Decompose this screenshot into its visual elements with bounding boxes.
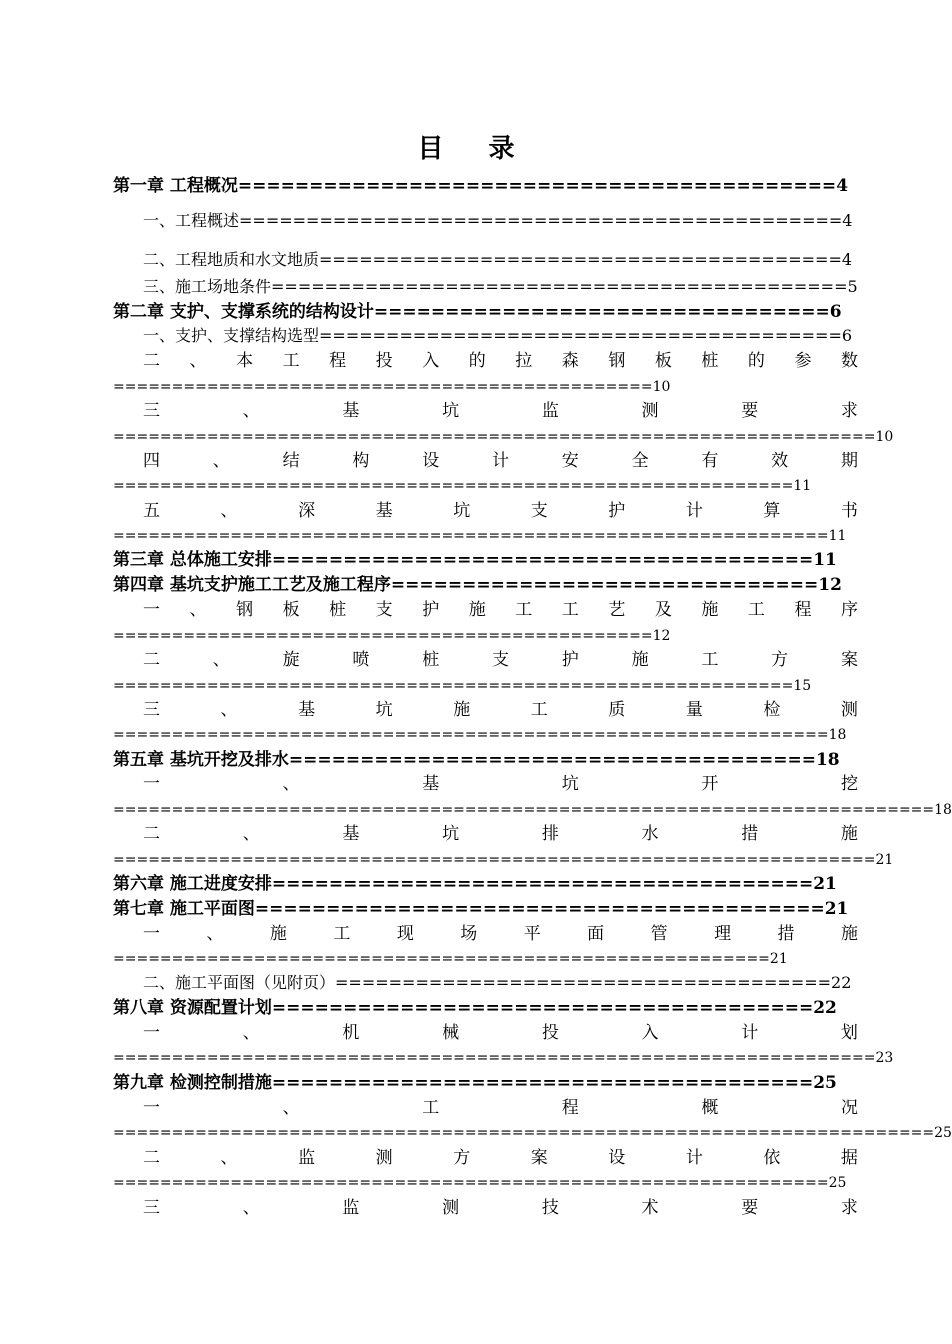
toc-entry-char: 坑 bbox=[375, 700, 393, 720]
toc-page-number: 18 bbox=[815, 750, 840, 770]
toc-entry-char: 深 bbox=[298, 501, 316, 521]
toc-leader: ======================================= bbox=[319, 250, 842, 269]
toc-entry-char: 施 bbox=[453, 700, 471, 720]
toc-section-5-2[interactable] bbox=[143, 822, 858, 846]
toc-entry-char: 案 bbox=[530, 1148, 548, 1168]
toc-entry-char: 划 bbox=[840, 1023, 858, 1043]
toc-page-number: 12 bbox=[818, 575, 842, 595]
toc-entry-char: 算 bbox=[763, 501, 781, 521]
toc-chapter-4[interactable] bbox=[113, 573, 853, 597]
toc-entry-char: 概 bbox=[701, 1098, 719, 1118]
toc-entry-label: 第四章 基坑支护施工工艺及施工程序 bbox=[113, 575, 391, 595]
toc-entry-char: 技 bbox=[541, 1198, 559, 1218]
toc-section-7-1-cont bbox=[113, 947, 788, 971]
toc-section-4-1-cont bbox=[113, 624, 670, 648]
toc-entry-char: 二 bbox=[143, 1148, 160, 1168]
toc-entry-char: 工 bbox=[515, 600, 533, 620]
toc-entry-char: 一 bbox=[143, 1023, 160, 1043]
toc-entry-char: 、 bbox=[220, 501, 238, 521]
toc-page-number: 12 bbox=[652, 628, 671, 644]
toc-section-7-2[interactable] bbox=[143, 971, 858, 995]
toc-section-5-2-cont bbox=[113, 848, 893, 872]
toc-leader: ================================================================= bbox=[113, 429, 876, 445]
toc-page-number: 11 bbox=[793, 478, 812, 494]
toc-entry-char: 面 bbox=[587, 924, 605, 944]
toc-leader: ===================================== bbox=[335, 973, 832, 992]
toc-section-2-5-cont bbox=[113, 524, 846, 548]
toc-entry-label: 一、工程概述 bbox=[143, 211, 240, 230]
toc-entry-char: 一 bbox=[143, 1098, 160, 1118]
toc-entry-char: 序 bbox=[840, 600, 858, 620]
toc-page-number: 21 bbox=[769, 951, 788, 967]
toc-leader: ============================================== bbox=[113, 628, 653, 644]
toc-entry-char: 水 bbox=[641, 824, 659, 844]
toc-entry-char: 入 bbox=[641, 1023, 659, 1043]
toc-entry-char: 计 bbox=[685, 501, 703, 521]
toc-section-5-1-cont bbox=[113, 798, 952, 822]
toc-entry-char: 书 bbox=[840, 501, 858, 521]
toc-entry-char: 旋 bbox=[282, 650, 300, 670]
toc-entry-char: 参 bbox=[794, 351, 812, 371]
toc-entry-char: 的 bbox=[468, 351, 486, 371]
toc-leader: ============================================================= bbox=[113, 1175, 829, 1191]
toc-entry-char: 喷 bbox=[352, 650, 370, 670]
toc-entry-char: 开 bbox=[701, 774, 719, 794]
toc-entry-label: 第五章 基坑开挖及排水 bbox=[113, 750, 289, 770]
toc-leader: ================================================================= bbox=[113, 1050, 876, 1066]
toc-entry-char: 措 bbox=[777, 924, 795, 944]
toc-section-7-1[interactable] bbox=[143, 922, 858, 946]
toc-entry-char: 施 bbox=[701, 600, 719, 620]
toc-entry-char: 机 bbox=[342, 1023, 360, 1043]
toc-entry-char: 三 bbox=[143, 700, 160, 720]
toc-page-number: 23 bbox=[875, 1050, 894, 1066]
toc-section-4-1[interactable] bbox=[143, 598, 858, 622]
toc-entry-char: 工 bbox=[561, 600, 579, 620]
toc-entry-char: 设 bbox=[608, 1148, 626, 1168]
toc-entry-char: 测 bbox=[375, 1148, 393, 1168]
toc-entry-char: 测 bbox=[840, 700, 858, 720]
toc-chapter-5[interactable] bbox=[113, 748, 853, 772]
toc-section-8-1-cont bbox=[113, 1046, 893, 1070]
toc-leader: ============================================= bbox=[239, 211, 843, 230]
toc-entry-char: 计 bbox=[491, 451, 509, 471]
toc-entry-char: 二 bbox=[143, 351, 160, 371]
toc-entry-char: 据 bbox=[840, 1148, 858, 1168]
toc-entry-char: 坑 bbox=[561, 774, 579, 794]
toc-entry-char: 程 bbox=[794, 600, 812, 620]
toc-section-9-3[interactable] bbox=[143, 1196, 858, 1220]
toc-entry-char: 全 bbox=[631, 451, 649, 471]
toc-section-4-3[interactable] bbox=[143, 698, 858, 722]
toc-entry-label: 第二章 支护、支撑系统的结构设计 bbox=[113, 302, 374, 322]
toc-entry-char: 管 bbox=[650, 924, 668, 944]
toc-entry-char: 工 bbox=[282, 351, 300, 371]
toc-chapter-3[interactable] bbox=[113, 548, 853, 572]
toc-page-number: 25 bbox=[813, 1073, 837, 1093]
toc-entry-char: 支 bbox=[375, 600, 393, 620]
toc-leader: ========================================================== bbox=[113, 678, 794, 694]
toc-leader: ============================================================= bbox=[113, 528, 829, 544]
toc-chapter-9[interactable] bbox=[113, 1071, 853, 1095]
toc-page-number: 18 bbox=[934, 802, 952, 818]
toc-entry-char: 、 bbox=[242, 824, 260, 844]
toc-entry-char: 施 bbox=[840, 824, 858, 844]
toc-entry-char: 检 bbox=[763, 700, 781, 720]
toc-entry-char: 拉 bbox=[515, 351, 533, 371]
toc-entry-char: 依 bbox=[763, 1148, 781, 1168]
toc-section-2-3-cont bbox=[113, 425, 893, 449]
toc-entry-char: 二 bbox=[143, 650, 160, 670]
toc-entry-char: 工 bbox=[422, 1098, 440, 1118]
toc-entry-char: 基 bbox=[342, 824, 360, 844]
toc-page-number: 18 bbox=[828, 727, 847, 743]
toc-entry-char: 期 bbox=[840, 451, 858, 471]
toc-entry-char: 护 bbox=[561, 650, 579, 670]
toc-entry-char: 、 bbox=[189, 600, 207, 620]
toc-entry-char: 板 bbox=[654, 351, 672, 371]
toc-page-number: 25 bbox=[934, 1125, 952, 1141]
toc-entry-char: 护 bbox=[422, 600, 440, 620]
toc-entry-label: 二、工程地质和水文地质 bbox=[143, 250, 320, 269]
toc-entry-char: 工 bbox=[530, 700, 548, 720]
toc-title: 目 录 bbox=[417, 134, 533, 164]
toc-page-number: 6 bbox=[829, 302, 842, 322]
toc-leader: ====================================================================== bbox=[113, 1125, 935, 1141]
toc-entry-char: 、 bbox=[212, 451, 230, 471]
toc-entry-char: 况 bbox=[840, 1098, 858, 1118]
toc-entry-char: 测 bbox=[641, 401, 659, 421]
toc-entry-char: 要 bbox=[741, 1198, 759, 1218]
toc-leader: ============================================================= bbox=[113, 727, 829, 743]
toc-entry-char: 数 bbox=[840, 351, 858, 371]
toc-entry-char: 坑 bbox=[442, 401, 460, 421]
toc-entry-char: 监 bbox=[298, 1148, 316, 1168]
toc-entry-char: 求 bbox=[840, 401, 858, 421]
toc-leader: ====================================== bbox=[271, 1073, 814, 1093]
toc-entry-char: 计 bbox=[741, 1023, 759, 1043]
toc-entry-char: 板 bbox=[282, 600, 300, 620]
toc-page-number: 21 bbox=[875, 852, 894, 868]
toc-entry-char: 安 bbox=[561, 451, 579, 471]
toc-entry-char: 计 bbox=[685, 1148, 703, 1168]
toc-section-5-1[interactable] bbox=[143, 772, 858, 796]
toc-entry-char: 工 bbox=[747, 600, 765, 620]
toc-section-9-2[interactable] bbox=[143, 1146, 858, 1170]
toc-entry-char: 、 bbox=[189, 351, 207, 371]
toc-entry-char: 桩 bbox=[329, 600, 347, 620]
toc-entry-char: 桩 bbox=[422, 650, 440, 670]
toc-page-number: 6 bbox=[841, 326, 853, 345]
toc-leader: ======================================================== bbox=[113, 951, 770, 967]
toc-entry-char: 投 bbox=[375, 351, 393, 371]
toc-entry-char: 基 bbox=[298, 700, 316, 720]
toc-entry-char: 基 bbox=[342, 401, 360, 421]
toc-section-8-1[interactable] bbox=[143, 1021, 858, 1045]
toc-entry-char: 施 bbox=[468, 600, 486, 620]
toc-entry-char: 、 bbox=[206, 924, 224, 944]
toc-leader: ====================================================================== bbox=[113, 802, 935, 818]
toc-section-2-4-cont bbox=[113, 474, 811, 498]
toc-leader: ========================================== bbox=[237, 176, 837, 196]
toc-page-number: 21 bbox=[813, 874, 837, 894]
toc-entry-char: 量 bbox=[685, 700, 703, 720]
toc-entry-char: 入 bbox=[422, 351, 440, 371]
toc-entry-char: 、 bbox=[220, 1148, 238, 1168]
toc-section-2-4[interactable] bbox=[143, 449, 858, 473]
toc-chapter-6[interactable] bbox=[113, 872, 853, 896]
toc-entry-char: 排 bbox=[541, 824, 559, 844]
toc-entry-char: 方 bbox=[453, 1148, 471, 1168]
toc-leader: ====================================== bbox=[271, 874, 814, 894]
toc-leader: =========================================== bbox=[271, 277, 848, 296]
toc-leader: ====================================== bbox=[271, 998, 814, 1018]
toc-entry-char: 森 bbox=[561, 351, 579, 371]
toc-leader: ================================================================= bbox=[113, 852, 876, 868]
toc-page-number: 4 bbox=[842, 211, 853, 230]
toc-page-number: 22 bbox=[831, 973, 852, 992]
toc-page-number: 21 bbox=[824, 899, 849, 919]
toc-entry-char: 、 bbox=[282, 774, 300, 794]
toc-entry-char: 监 bbox=[342, 1198, 360, 1218]
toc-page-number: 11 bbox=[813, 550, 837, 570]
toc-entry-char: 械 bbox=[442, 1023, 460, 1043]
toc-entry-char: 坑 bbox=[442, 824, 460, 844]
toc-entry-char: 结 bbox=[282, 451, 300, 471]
toc-entry-char: 有 bbox=[701, 451, 719, 471]
toc-entry-char: 三 bbox=[143, 1198, 160, 1218]
toc-page-number: 4 bbox=[836, 176, 849, 196]
toc-entry-char: 施 bbox=[840, 924, 858, 944]
toc-section-1-1[interactable] bbox=[143, 209, 853, 233]
toc-entry-char: 、 bbox=[242, 401, 260, 421]
toc-entry-char: 效 bbox=[771, 451, 789, 471]
toc-entry-char: 监 bbox=[541, 401, 559, 421]
toc-entry-char: 支 bbox=[491, 650, 509, 670]
toc-chapter-8[interactable] bbox=[113, 996, 853, 1020]
toc-entry-char: 一 bbox=[143, 600, 160, 620]
toc-leader: ========================================================== bbox=[113, 478, 794, 494]
toc-entry-char: 基 bbox=[422, 774, 440, 794]
toc-chapter-7[interactable] bbox=[113, 897, 853, 921]
toc-entry-char: 桩 bbox=[701, 351, 719, 371]
toc-section-2-1[interactable] bbox=[143, 324, 853, 348]
toc-entry-char: 平 bbox=[523, 924, 541, 944]
toc-entry-char: 、 bbox=[282, 1098, 300, 1118]
toc-entry-char: 基 bbox=[375, 501, 393, 521]
toc-entry-char: 案 bbox=[840, 650, 858, 670]
toc-entry-char: 质 bbox=[608, 700, 626, 720]
toc-chapter-1[interactable] bbox=[113, 174, 853, 198]
toc-entry-char: 设 bbox=[422, 451, 440, 471]
toc-entry-char: 、 bbox=[242, 1023, 260, 1043]
toc-entry-char: 三 bbox=[143, 401, 160, 421]
toc-entry-char: 要 bbox=[741, 401, 759, 421]
toc-entry-char: 构 bbox=[352, 451, 370, 471]
toc-section-4-2-cont bbox=[113, 674, 811, 698]
toc-leader: ======================================== bbox=[254, 899, 825, 919]
toc-chapter-2[interactable] bbox=[113, 300, 853, 324]
toc-page-number: 10 bbox=[875, 429, 894, 445]
toc-entry-char: 场 bbox=[460, 924, 478, 944]
toc-entry-char: 及 bbox=[654, 600, 672, 620]
toc-section-2-3[interactable] bbox=[143, 399, 858, 423]
toc-entry-char: 坑 bbox=[453, 501, 471, 521]
toc-entry-char: 本 bbox=[236, 351, 254, 371]
toc-page-number: 4 bbox=[841, 250, 853, 269]
toc-section-2-2[interactable] bbox=[143, 349, 858, 373]
toc-section-9-1[interactable] bbox=[143, 1096, 858, 1120]
toc-leader: ============================================== bbox=[113, 379, 653, 395]
toc-page-number: 5 bbox=[847, 277, 858, 296]
toc-section-2-2-cont bbox=[113, 375, 670, 399]
toc-entry-char: 五 bbox=[143, 501, 160, 521]
toc-leader: ===================================== bbox=[288, 750, 816, 770]
toc-page-number: 15 bbox=[793, 678, 812, 694]
toc-entry-char: 钢 bbox=[608, 351, 626, 371]
toc-page-number: 10 bbox=[652, 379, 671, 395]
toc-entry-label: 第六章 施工进度安排 bbox=[113, 874, 272, 894]
toc-entry-label: 三、施工场地条件 bbox=[143, 277, 272, 296]
toc-entry-char: 艺 bbox=[608, 600, 626, 620]
toc-entry-char: 一 bbox=[143, 774, 160, 794]
toc-entry-label: 二、施工平面图（见附页） bbox=[143, 973, 336, 992]
toc-entry-char: 护 bbox=[608, 501, 626, 521]
toc-page-number: 22 bbox=[813, 998, 837, 1018]
toc-section-9-2-cont bbox=[113, 1171, 846, 1195]
toc-entry-char: 术 bbox=[641, 1198, 659, 1218]
toc-entry-char: 、 bbox=[220, 700, 238, 720]
toc-entry-label: 第三章 总体施工安排 bbox=[113, 550, 272, 570]
toc-entry-char: 求 bbox=[840, 1198, 858, 1218]
toc-section-4-2[interactable] bbox=[143, 648, 858, 672]
toc-entry-char: 工 bbox=[701, 650, 719, 670]
toc-entry-char: 、 bbox=[212, 650, 230, 670]
toc-entry-char: 方 bbox=[771, 650, 789, 670]
toc-entry-char: 措 bbox=[741, 824, 759, 844]
toc-entry-label: 第一章 工程概况 bbox=[113, 176, 238, 196]
toc-section-1-3[interactable] bbox=[143, 275, 858, 299]
toc-entry-char: 施 bbox=[269, 924, 287, 944]
toc-entry-label: 第八章 资源配置计划 bbox=[113, 998, 272, 1018]
toc-entry-label: 第七章 施工平面图 bbox=[113, 899, 255, 919]
toc-entry-label: 一、支护、支撑结构选型 bbox=[143, 326, 320, 345]
toc-entry-char: 、 bbox=[242, 1198, 260, 1218]
toc-entry-char: 钢 bbox=[236, 600, 254, 620]
toc-entry-char: 现 bbox=[396, 924, 414, 944]
toc-entry-char: 理 bbox=[714, 924, 732, 944]
toc-section-9-1-cont bbox=[113, 1121, 952, 1145]
toc-leader: ================================ bbox=[373, 302, 830, 322]
toc-leader: ============================== bbox=[390, 575, 819, 595]
toc-entry-char: 二 bbox=[143, 824, 160, 844]
toc-section-4-3-cont bbox=[113, 723, 846, 747]
toc-entry-char: 一 bbox=[143, 924, 160, 944]
toc-entry-label: 第九章 检测控制措施 bbox=[113, 1073, 272, 1093]
toc-entry-char: 投 bbox=[541, 1023, 559, 1043]
toc-entry-char: 施 bbox=[631, 650, 649, 670]
toc-entry-char: 四 bbox=[143, 451, 160, 471]
toc-entry-char: 支 bbox=[530, 501, 548, 521]
toc-entry-char: 程 bbox=[561, 1098, 579, 1118]
toc-leader: ======================================= bbox=[319, 326, 842, 345]
toc-page-number: 25 bbox=[828, 1175, 847, 1191]
toc-entry-char: 工 bbox=[333, 924, 351, 944]
toc-entry-char: 挖 bbox=[840, 774, 858, 794]
toc-section-1-2[interactable] bbox=[143, 248, 853, 272]
toc-leader: ====================================== bbox=[271, 550, 814, 570]
toc-entry-char: 测 bbox=[442, 1198, 460, 1218]
toc-entry-char: 的 bbox=[747, 351, 765, 371]
toc-entry-char: 程 bbox=[329, 351, 347, 371]
toc-page-number: 11 bbox=[828, 528, 847, 544]
toc-section-2-5[interactable] bbox=[143, 499, 858, 523]
